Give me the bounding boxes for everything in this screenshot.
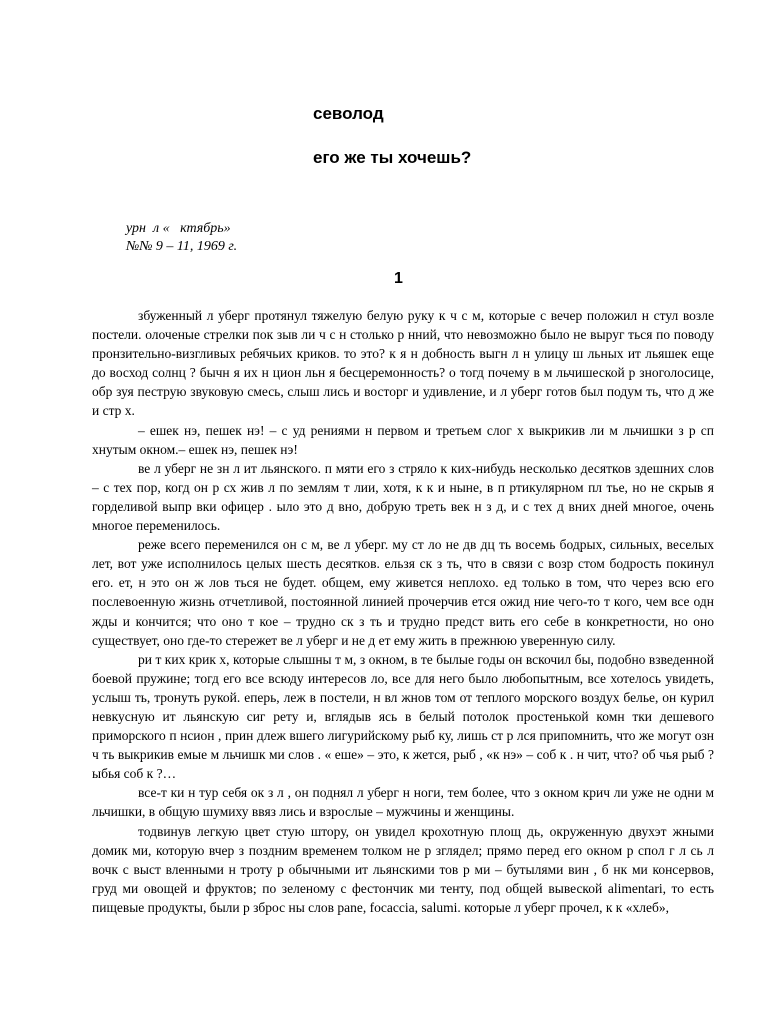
book-title: его же ты хочешь?	[313, 148, 472, 167]
author-name: севолод	[313, 104, 384, 123]
body-text	[92, 306, 714, 917]
paragraph: все-т ки н тур себя ок з л , он поднял л уберг н ноги, тем более, что з окном крич ли уже не одни м льчишки, в общую шумиху ввяз лись и взрослые – мужчины и женщины.	[92, 785, 714, 820]
paragraph: реже всего переменился он с м, ве л уберг. му ст ло не дв дц ть восемь бодрых, сильных, веселых лет, вот уже исполнилось целых шесть десятков. ельзя ск з ть, что в связи с возр стом бодрость покинул его. ет, н это он ж лов ться не будет. общем, ему живется неплохо. ед только в том, что через всю его послевоенную жизнь отчетливой, постоянной линией прочерчив ется ожид ние чего-то т кого, чем все одн жды и кончится; что оно т кое – трудно ск з ть и трудно предст вить его себе в конкретности, но оно существует, оно где-то стережет ве л уберг и не д ет ему жить в прежнюю уверенную силу.	[92, 537, 714, 648]
paragraph: ве л уберг не зн л ит льянского. п мяти его з стряло к ких-нибудь несколько десятков здешних слов – с тех пор, когд он р сх жив л по землям т лии, хотя, к к и ныне, в п ртикулярном пл тье, но не скрыв я горделивой выпр вки офицер . ыло это д вно, добрую треть век н з д, и с тех д вних дней многое, очень многое переменилось.	[92, 460, 714, 534]
chapter-number: 1	[394, 270, 403, 287]
paragraph: тодвинув легкую цвет стую штору, он увидел крохотную площ дь, окруженную двухэт жными домик ми, которую вчер з поздним временем толком не р зглядел; прямо перед его окном р спол г л сь л вочк с выст вленными н троту р обычными ит льянскими тов р ми – бутылями вин , б нк ми консервов, груд ми овощей и фруктов; по зеленому с фестончик ми тенту, под общей вывеской alimentari, то есть пищевые продукты, были р зброс ны слов pane, focaccia, salumi. которые л уберг прочел, к к «хлеб»,	[92, 823, 714, 915]
source-journal: урн л « ктябрь»	[126, 221, 231, 236]
publication-source	[126, 220, 237, 256]
source-issue: №№ 9 – 11, 1969 г.	[126, 239, 238, 254]
paragraph: збуженный л уберг протянул тяжелую белую руку к ч с м, которые с вечер положил н стул возле постели. олоченые стрелки пок зыв ли ч с н столько р нний, что невозможно было не выруг ться по поводу пронзительно-визгливых ребячьих криков. то это? к я н добность выгн л н улицу ш льных ит льяшек еще до восход солнц ? бычн я их н цион льн я бесцеремонность? о тогд почему в м льчишеской р зноголосице, обр зуя пеструю звуковую смесь, слыш лись и восторг и удивление, и л уберг готов был подум ть, что д же и стр х.	[92, 308, 714, 419]
paragraph: ри т ких крик х, которые слышны т м, з окном, в те былые годы он вскочил бы, подобно взведенной боевой пружине; тогд его все всюду интересов ло, все для него было любопытным, все хотелось увидеть, услыш ть, тронуть рукой. еперь, леж в постели, н вл жнов том от теплого морского воздух белье, он курил невкусную ит льянскую сиг рету и, вглядыв ясь в белый потолок простенькой комн тки дешевого приморского п нсион , прин длеж вшего лигурийскому рыб ку, лишь ст р лся припомнить, что же могут озн ч ть выкрикив емые м льчишк ми слов . « еше» – это, к жется, рыб , «к нэ» – соб к . н чит, что? об чья рыб ? ыбья соб к ?…	[92, 651, 714, 782]
paragraph: – ешек нэ, пешек нэ! – с уд рениями н первом и третьем слог х выкрикив ли м льчишки з р сп хнутым окном.– ешек нэ, пешек нэ!	[92, 422, 714, 457]
